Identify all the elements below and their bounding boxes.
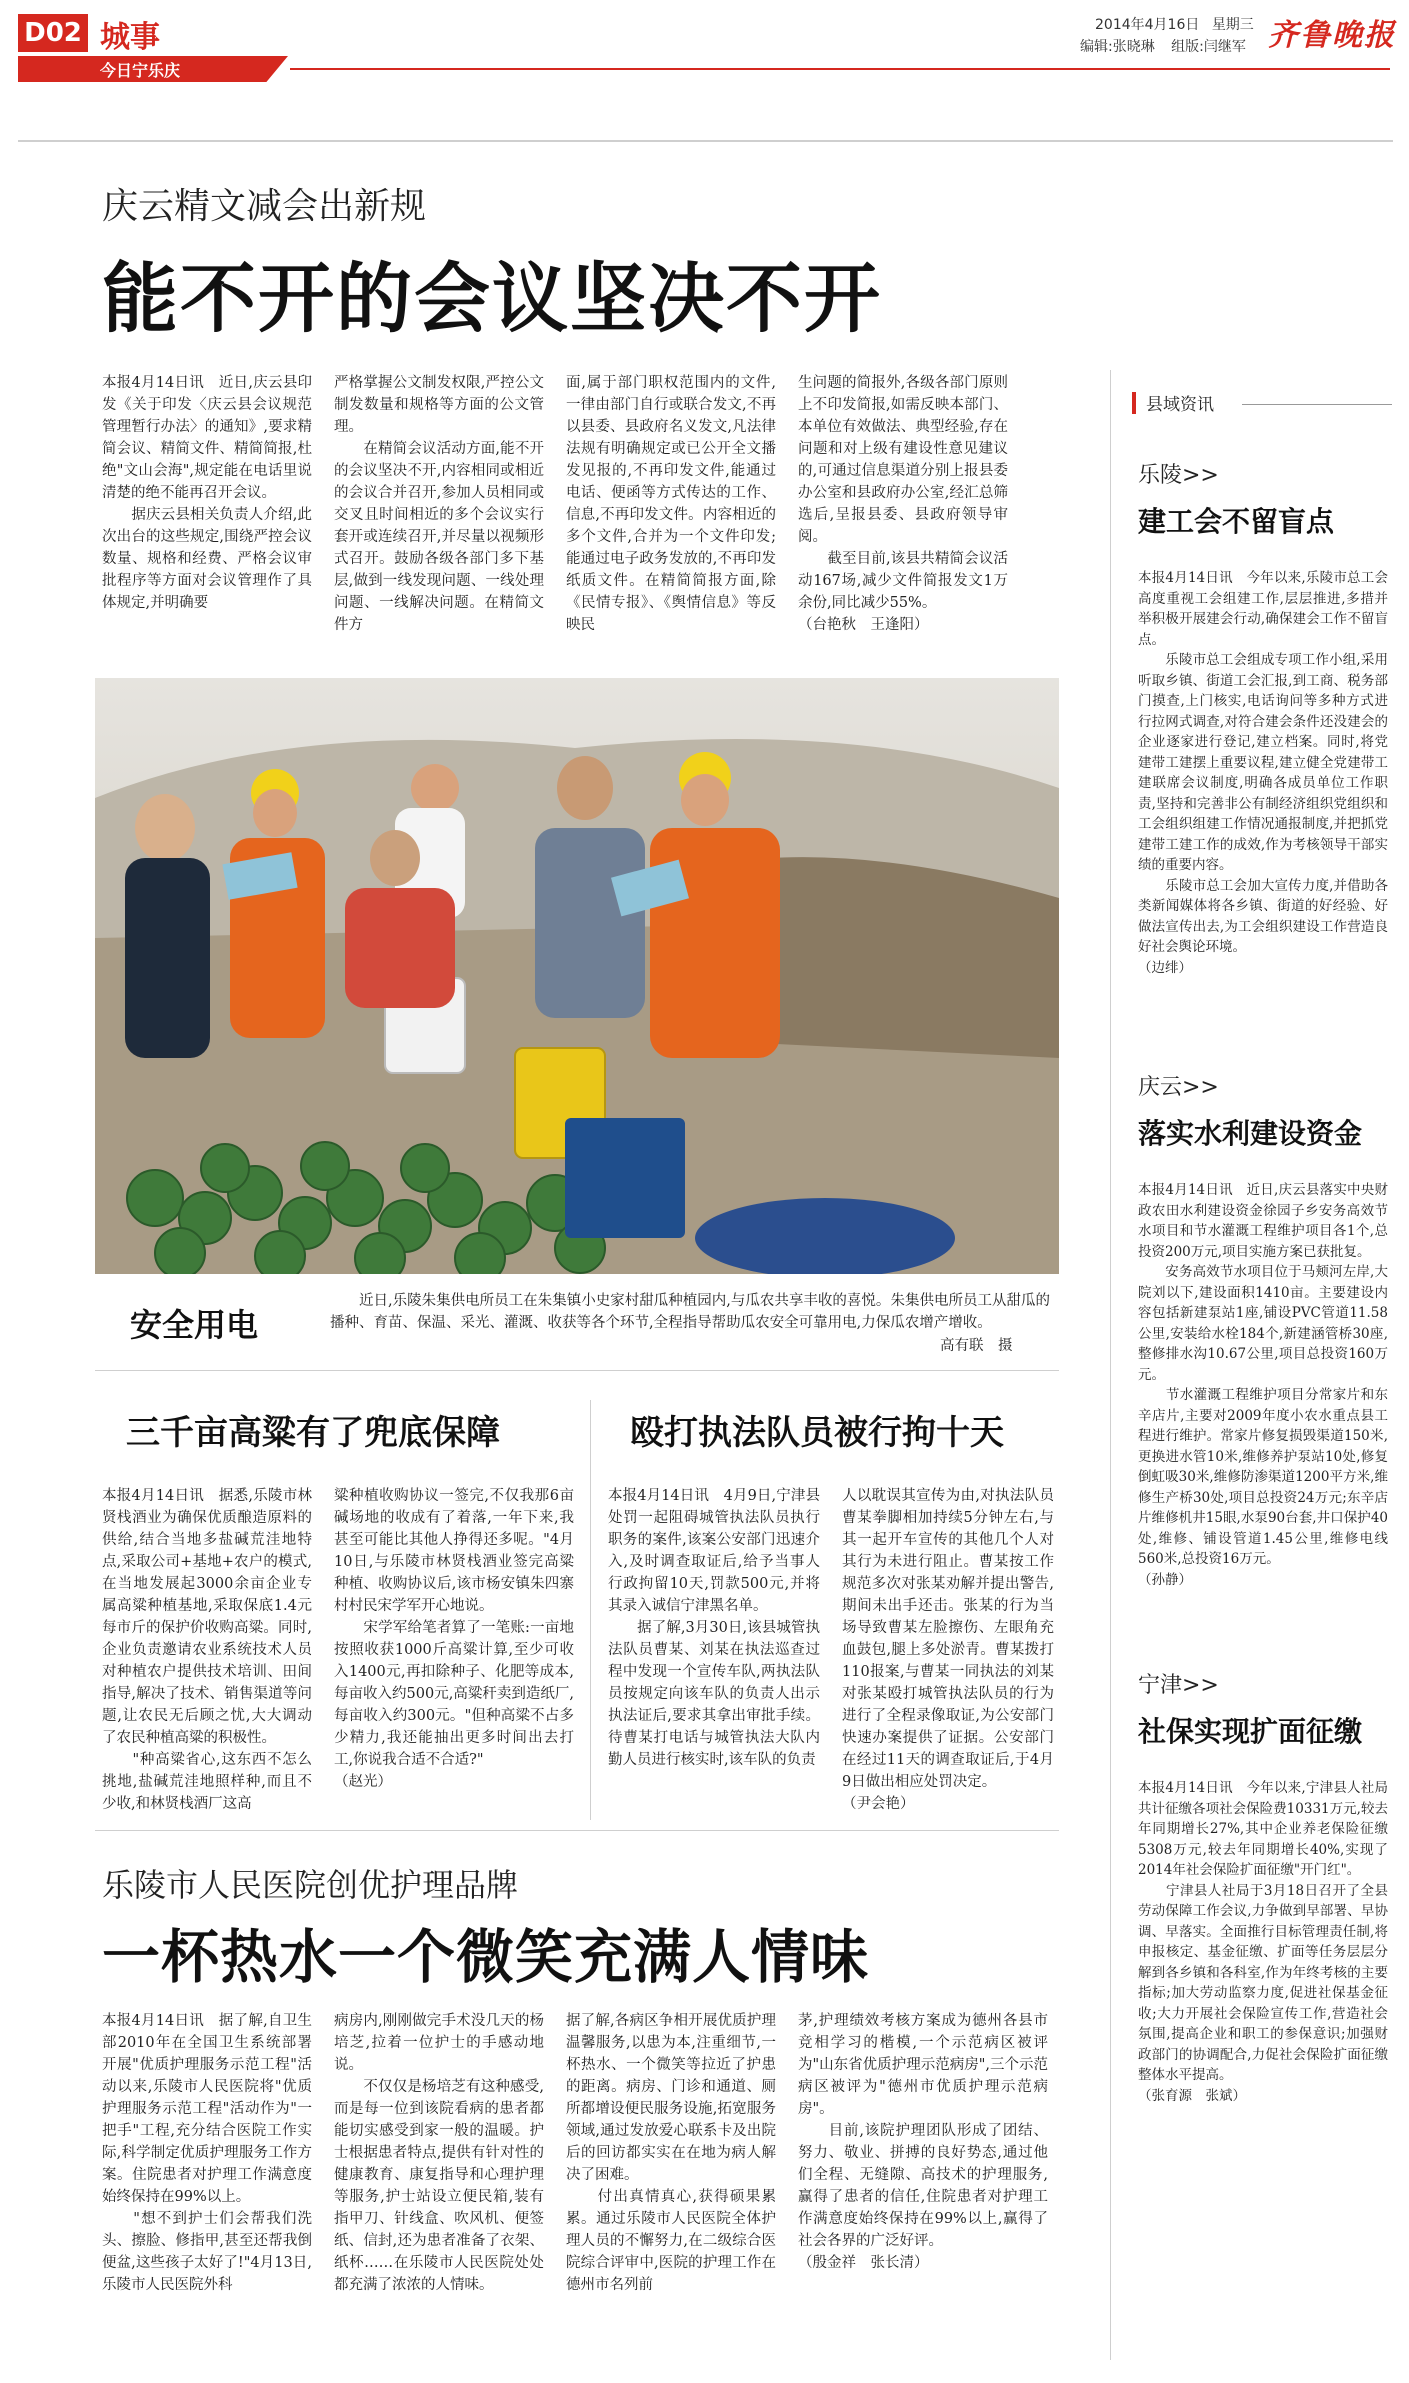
designer: 组版:闫继军 [1171,39,1246,55]
lead-col-1: 本报4月14日讯 近日,庆云县印发《关于印发〈庆云县会议规范管理暂行办法〉的通知》,要求精简会议、精简文件、精简简报,杜绝"文山会海",规定能在电话里说清楚的绝不能再召开会议。 据庆云县相关负责人介绍,此次出台的这些规定,围绕严控会议数量、规格和经费、严格会议审批程序等方面对会议管理作了具体规定,并明确要 [102,375,312,611]
weekday: 星期三 [1211,17,1254,33]
assault-col-1: 本报4月14日讯 4月9日,宁津县处罚一起阻碍城管执法队员执行职务的案件,该案公安部门迅速介入,及时调查取证后,给予当事人行政拘留10天,罚款500元,并将其录入诚信宁津黑名单。 据了解,3月30日,该县城管执法队员曹某、刘某在执法巡查过程中发现一个宣传车队,两执法队员按规定向该车队的负责人出示执法证后,要求其拿出审批手续。待曹某打电话与城管执法大队内勤人员进行核实时,该车队的负责 [608,1488,820,1768]
sidebar-header [1132,388,1392,418]
header-divider [18,140,1393,142]
editor-line [1080,36,1246,56]
sidebar-item-place-3: 宁津>> [1138,1673,1219,1698]
hospital-col-4: 茅,护理绩效考核方案成为德州各县市竞相学习的楷模,一个示范病区被评为"山东省优质护理示范病房",三个示范病区被评为"德州市优质护理示范病房"。 目前,该院护理团队形成了团结、努力、敬业、拼搏的良好势态,通过他们全程、无缝隙、高技术的护理服务,赢得了患者的信任,住院患者对护理工作满意度始终保持在99%以上,赢得了社会各界的广泛好评。 （殷金祥 张长清） [798,2013,1048,2271]
sidebar-header-rule [1242,404,1392,405]
sidebar-item-place-2: 庆云>> [1138,1075,1219,1100]
masthead [0,0,1409,90]
section-name: 城事 [100,20,160,55]
top-rule [290,68,1390,70]
news-photo [95,678,1059,1274]
lead-col-4: 生问题的简报外,各级各部门原则上不印发简报,如需反映本部门、本单位有效做法、典型经验,存在问题和对上级有建设性意见建议的,可通过信息渠道分别上报县委办公室和县政府办公室,经汇总筛选后,呈报县委、县政府领导审阅。 截至目前,该县共精简会议活动167场,减少文件简报发文1万余份,同比减少55%。 （台艳秋 王逢阳） [798,375,1008,633]
photo-divider [95,1370,1059,1371]
photo-illustration [95,678,1059,1274]
sidebar-item-place-1: 乐陵>> [1138,463,1219,488]
sidebar-item-text-3: 本报4月14日讯 今年以来,宁津县人社局共计征缴各项社会保险费10331万元,较去年同期增长27%,其中企业养老保险征缴5308万元,较去年同期增长40%,实现了2014年社会保险扩面征缴"开门红"。 宁津县人社局于3月18日召开了全县劳动保障工作会议,力争做到早部署、早协调、早落实。全面推行目标管理责任制,将申报核定、基金征缴、扩面等任务层层分解到各乡镇和各科室,作为年终考核的主要指标;加大劳动监察力度,促进社保基金征收;大力开展社会保险宣传工作,营造社会氛围,提高企业和职工的参保意识;加强财政部门的协调配合,力促社会保险扩面征缴整体水平提高。 （张育源 张斌） [1138,1780,1388,2104]
hospital-col-1: 本报4月14日讯 据了解,自卫生部2010年在全国卫生系统部署开展"优质护理服务示范工程"活动以来,乐陵市人民医院将"优质护理服务示范工程"活动作为"一把手"工程,充分结合医院工作实际,科学制定优质护理服务工作方案。住院患者对护理工作满意度始终保持在99%以上。 "想不到护士们会帮我们洗头、擦脸、修指甲,甚至还帮我倒便盆,这些孩子太好了!"4月13日,乐陵市人民医院外科 [102,2013,312,2293]
sidebar-header-bar [1132,392,1136,414]
lead-headline: 能不开的会议坚决不开 [102,254,882,343]
photo-title: 安全用电 [130,1306,259,1344]
editor: 编辑:张晓琳 [1080,39,1155,55]
date-line [1095,14,1254,34]
hospital-headline: 一杯热水一个微笑充满人情味 [102,1923,870,1991]
sidebar-item-title-1: 建工会不留盲点 [1138,505,1335,538]
sorghum-col-1: 本报4月14日讯 据悉,乐陵市林贤栈酒业为确保优质酿造原料的供给,结合当地多盐碱荒洼地特点,采取公司+基地+农户的模式,在当地发展起3000余亩企业专属高粱种植基地,采取保底1.4元每市斤的保护价收购高粱。同时,企业负责邀请农业系统技术人员对种植农户提供技术培训、田间指导,解决了技术、销售渠道等问题,让农民无后顾之忧,大大调动了农民种植高粱的积极性。 "种高粱省心,这东西不怎么挑地,盐碱荒洼地照样种,而且不少收,和林贤栈酒厂这高 [102,1488,312,1812]
mid-divider [95,1830,1059,1831]
sidebar-item-text-1: 本报4月14日讯 今年以来,乐陵市总工会高度重视工会组建工作,层层推进,多措并举积极开展建会行动,确保建会工作不留盲点。 乐陵市总工会组成专项工作小组,采用听取乡镇、街道工会汇报,到工商、税务部门摸查,上门核实,电话询问等多种方式进行拉网式调查,对符合建会条件还没建会的企业逐家进行登记,建立档案。同时,将党建带工建摆上重要议程,建立健全党建带工建联席会议制度,明确各成员单位工作职责,坚持和完善非公有制经济组织党组织和工会组织组建工作情况通报制度,并把抓党建带工建工作的成效,作为考核领导干部实绩的重要内容。 乐陵市总工会加大宣传力度,并借助各类新闻媒体将各乡镇、街道的好经验、好做法宣传出去,为工会组织建设工作营造良好社会舆论环境。 （边绯） [1138,570,1388,976]
assault-headline: 殴打执法队员被行拘十天 [630,1413,1004,1453]
lead-col-2: 严格掌握公文制发权限,严控公文制发数量和规格等方面的公文管理。 在精简会议活动方面,能不开的会议坚决不开,内容相同或相近的会议合并召开,参加人员相同或交叉且时间相近的多个会议实行套开或连续召开,并尽量以视频形式召开。鼓励各级各部门多下基层,做到一线发现问题、一线处理问题、一线解决问题。在精简文件方 [334,375,544,633]
hospital-col-3: 据了解,各病区争相开展优质护理温馨服务,以患为本,注重细节,一杯热水、一个微笑等拉近了护患的距离。病房、门诊和通道、厕所都增设便民服务设施,拓宽服务领域,通过发放爱心联系卡及出院后的回访都实实在在地为病人解决了困难。 付出真情真心,获得硕果累累。通过乐陵市人民医院全体护理人员的不懈努力,在二级综合医院综合评审中,医院的护理工作在德州市名列前 [566,2013,776,2293]
sidebar-item-title-2: 落实水利建设资金 [1138,1117,1363,1150]
sidebar-item-text-2: 本报4月14日讯 近日,庆云县落实中央财政农田水利建设资金徐园子乡安务高效节水项目和节水灌溉工程维护项目各1个,总投资200万元,项目实施方案已获批复。 安务高效节水项目位于马颊河左岸,大院刘以下,建设面积1410亩。主要建设内容包括新建泵站1座,铺设PVC管道11.58公里,安装给水栓184个,新建涵管桥30座,整修排水沟10.67公里,项目总投资160万元。 节水灌溉工程维护项目分常家片和东辛店片,主要对2009年度小农水重点县工程进行维护。常家片修复损毁渠道150米,更换进水管10米,维修养护泵站10处,修复倒虹吸30米,维修防渗渠道1200平方米,维修生产桥30处,项目总投资24万元;东辛店片维修机井15眼,水泵90台套,井口保护40处,维修、铺设管道1.45公里,维修电线560米,总投资16万元。 （孙静） [1138,1182,1388,1588]
sidebar-item-title-3: 社保实现扩面征缴 [1138,1715,1363,1748]
assault-col-2: 人以耽误其宣传为由,对执法队员曹某拳脚相加持续5分钟左右,与其一起开车宣传的其他几个人对其行为未进行阻止。曹某按工作规范多次对张某劝解并提出警告,期间未出手还击。张某的行为当场导致曹某左脸擦伤、左眼角充血鼓包,腿上多处淤青。曹某拨打110报案,与曹某一同执法的刘某对张某殴打城管执法队员的行为进行了全程录像取证,为公安部门快速办案提供了证据。公安部门在经过11天的调查取证后,于4月9日做出相应处罚决定。 （尹会艳） [842,1488,1054,1812]
photo-caption: 近日,乐陵朱集供电所员工在朱集镇小史家村甜瓜种植园内,与瓜农共享丰收的喜悦。朱集供电所员工从甜瓜的播种、育苗、保温、采光、灌溉、收获等各个环节,全程指导帮助瓜农安全可靠用电,力保瓜农增产增收。 [330,1293,1050,1331]
lead-kicker: 庆云精文减会出新规 [102,186,427,227]
hospital-col-2: 病房内,刚刚做完手术没几天的杨培芝,拉着一位护士的手感动地说。 不仅仅是杨培芝有这种感受,而是每一位到该院看病的患者都能切实感受到家一般的温暖。护士根据患者特点,提供有针对性的健康教育、康复指导和心理护理等服务,护士站设立便民箱,装有指甲刀、针线盒、吹风机、便签纸、信封,还为患者准备了衣架、纸杯……在乐陵市人民医院处处都充满了浓浓的人情味。 [334,2013,544,2293]
subsection-label: 今日宁乐庆 [100,61,181,80]
sidebar-divider [1110,370,1111,2360]
photo-credit: 高有联 摄 [940,1338,1013,1354]
sorghum-headline: 三千亩高粱有了兜底保障 [126,1413,500,1453]
sorghum-col-2: 粱种植收购协议一签完,不仅我那6亩碱场地的收成有了着落,一年下来,我甚至可能比其他人挣得还多呢。"4月10日,与乐陵市林贤栈酒业签完高粱种植、收购协议后,该市杨安镇朱四寨村村民宋学军开心地说。 宋学军给笔者算了一笔账:一亩地按照收获1000斤高粱计算,至少可收入1400元,再扣除种子、化肥等成本,每亩收入约500元,高粱秆卖到造纸厂,每亩收入约300元。"但种高粱不占多少精力,我还能抽出更多时间出去打工,你说我合适不合适?" （赵光） [334,1488,574,1790]
hospital-kicker: 乐陵市人民医院创优护理品牌 [102,1866,519,1904]
date: 2014年4月16日 [1095,17,1200,33]
lead-col-3: 面,属于部门职权范围内的文件,一律由部门自行或联合发文,不再以县委、县政府名义发文,凡法律法规有明确规定或已公开全文播发见报的,不再印发文件,能通过电话、便函等方式传达的工作、信息,不再印发文件。内容相近的多个文件,合并为一个文件印发;能通过电子政务发放的,不再印发纸质文件。在精简简报方面,除《民情专报》、《舆情信息》等反映民 [566,375,776,633]
story-vertical-divider [590,1400,591,1820]
brand-logo: 齐鲁晚报 [1268,18,1396,53]
page-code: D02 [18,14,88,52]
sidebar-header-label: 县域资讯 [1146,395,1214,415]
